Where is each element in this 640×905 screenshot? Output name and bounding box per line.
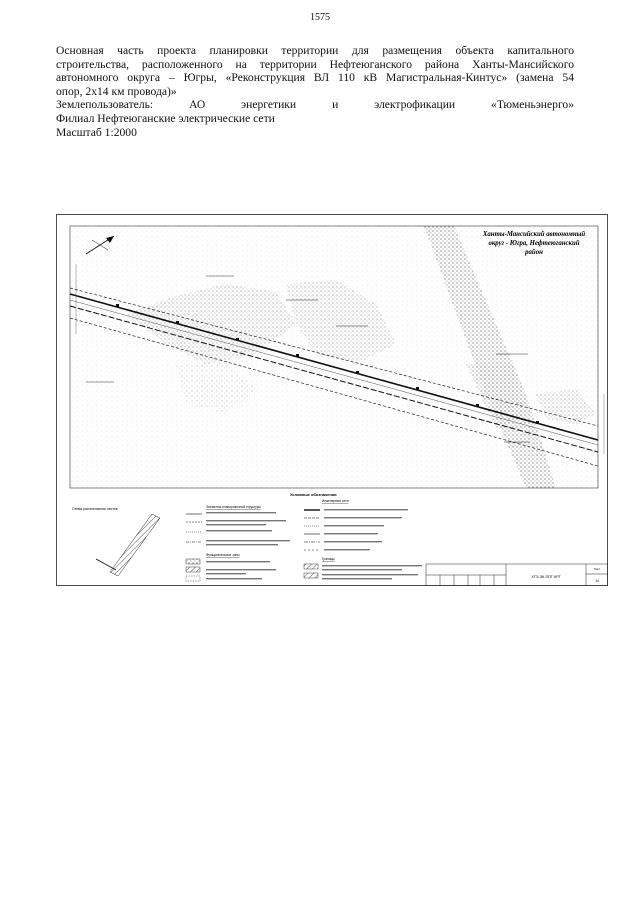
- map-scale: Масштаб 1:2000: [56, 125, 137, 139]
- legend-group-title: Элементы планировочной структуры: [206, 505, 261, 509]
- title-line-1: Основная часть проекта планировки территории для размещения объекта капитального: [56, 44, 574, 57]
- region-label-line-3: район: [525, 249, 543, 256]
- legend-items-territories: [186, 559, 200, 581]
- region-label-line-2: округ - Югра, Нефтеюганский: [488, 240, 580, 247]
- land-user-word: и: [332, 98, 339, 112]
- document-header: [56, 44, 574, 139]
- scheme-label: Схема расположения листов: [72, 507, 118, 511]
- land-user-word: «Тюменьэнерго»: [491, 98, 575, 112]
- drawing-svg: [56, 214, 608, 586]
- legend-group-title: Инженерные сети: [322, 499, 349, 503]
- planning-drawing: [56, 214, 608, 586]
- region-label-line-1: Ханты-Мансийский автономный: [482, 231, 586, 238]
- land-user-line: [56, 98, 574, 112]
- branch-name: Филиал Нефтеюганские электрические сети: [56, 111, 275, 125]
- legend-group-title: Границы: [322, 557, 335, 561]
- land-user-word: Землепользователь:: [56, 98, 154, 112]
- land-user-word: энергетики: [241, 98, 297, 112]
- title-line-3: автономного округа – Югры, «Реконструкция ВЛ 110 кВ Магистральная-Кинтус» (замена 54: [56, 71, 574, 85]
- title-line-2: строительства, расположенного на территории Нефтеюганского района Ханты-Мансийского: [56, 57, 574, 71]
- page-number: 1575: [310, 12, 330, 23]
- legend-group-title: Функциональные зоны: [206, 553, 240, 557]
- sheet-code: ХТЭ-ЭК-ППТ-КРТ: [531, 575, 561, 579]
- legend-title: Условные обозначения: [290, 492, 337, 497]
- land-user-word: электрофикации: [374, 98, 456, 112]
- title-line-4: опор, 2х14 км провода)»: [56, 84, 177, 98]
- sheet-number: 14: [595, 579, 599, 583]
- land-user-word: АО: [189, 98, 206, 112]
- sheet-label: Лист: [593, 567, 601, 571]
